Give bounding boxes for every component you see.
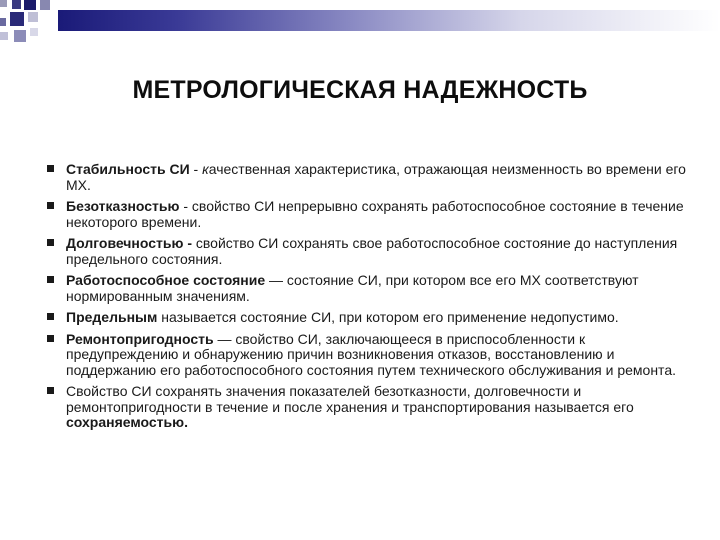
italic-letter: к xyxy=(202,161,209,177)
term: Работоспособное состояние xyxy=(66,272,266,288)
list-item xyxy=(47,199,697,230)
square-bullet-icon xyxy=(47,202,54,209)
decorative-squares xyxy=(0,0,60,48)
list-item xyxy=(47,162,697,193)
definition-text: — состояние СИ, при котором все его МХ соответствуют нормированным значениям. xyxy=(66,272,639,304)
term: Предельным xyxy=(66,309,158,325)
term: сохраняемостью. xyxy=(66,414,188,430)
term: Стабильность СИ xyxy=(66,161,190,177)
square-bullet-icon xyxy=(47,165,54,172)
header-gradient-bar xyxy=(58,10,720,31)
list-item xyxy=(47,384,697,431)
definition-text: — свойство СИ, заключающееся в приспособленности к предупреждению и обнаружению причин возникновения отказов, восстановлению и поддержанию его работоспособного состояния путем технического обслуживания и ремонта. xyxy=(66,330,676,378)
square-bullet-icon xyxy=(47,313,54,320)
term: Безотказностью xyxy=(66,198,180,214)
definition-text: ачественная характеристика, отражающая неизменность во времени его МХ. xyxy=(66,161,686,193)
list-item xyxy=(47,273,697,304)
list-item xyxy=(47,236,697,267)
term: Долговечностью - xyxy=(66,235,193,251)
definition-text: - свойство СИ непрерывно сохранять работоспособное состояние в течение некоторого времени. xyxy=(66,198,684,230)
square-bullet-icon xyxy=(47,239,54,246)
definition-text: называется состояние СИ, при котором его применение недопустимо. xyxy=(157,309,619,325)
definition-text: свойство СИ сохранять свое работоспособное состояние до наступления предельного состояния. xyxy=(66,235,678,267)
separator: - xyxy=(189,161,203,177)
list-item xyxy=(47,310,697,326)
square-bullet-icon xyxy=(47,335,54,342)
square-bullet-icon xyxy=(47,276,54,283)
header-decoration xyxy=(0,0,720,48)
definition-text: Свойство СИ сохранять значения показателей безотказности, долговечности и ремонтопригодности в течение и после хранения и транспортирования называется его xyxy=(66,383,634,415)
definition-list xyxy=(47,162,697,437)
square-bullet-icon xyxy=(47,387,54,394)
list-item xyxy=(47,332,697,379)
term: Ремонтопригодность xyxy=(66,330,214,347)
slide-title: МЕТРОЛОГИЧЕСКАЯ НАДЕЖНОСТЬ xyxy=(132,76,588,104)
